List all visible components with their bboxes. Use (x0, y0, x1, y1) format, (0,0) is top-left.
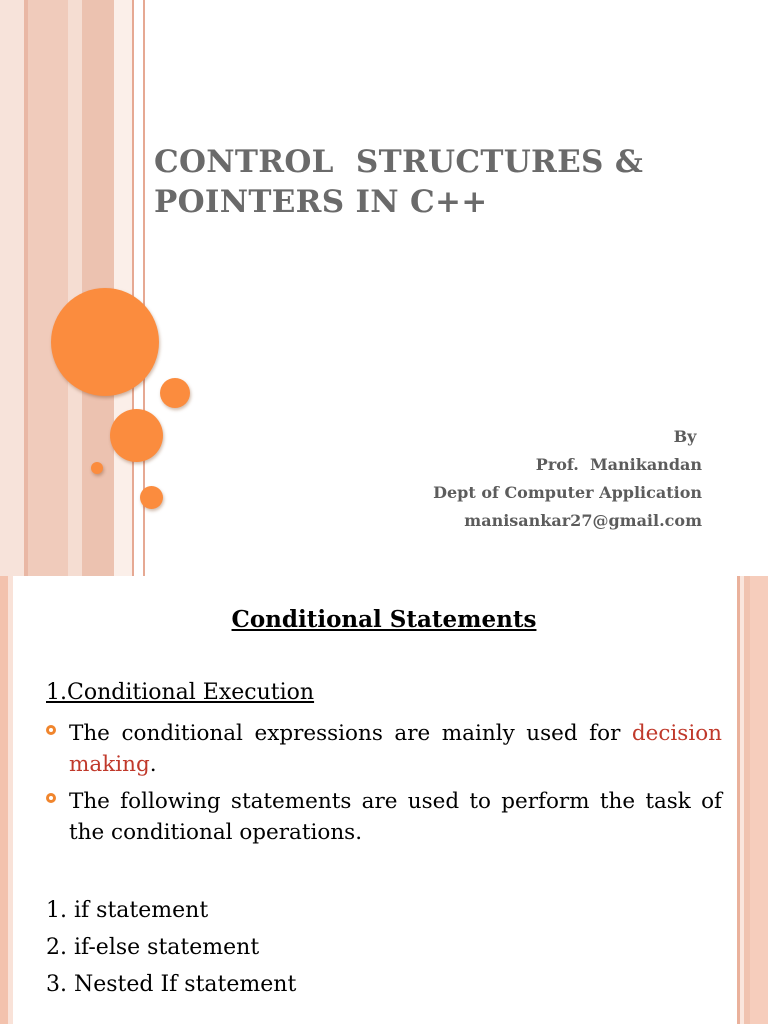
bullet-circle-icon (46, 725, 56, 735)
decor-stripe (0, 576, 8, 1024)
decor-circle-large (51, 288, 159, 396)
decor-circle (160, 378, 190, 408)
byline-by: By (673, 427, 702, 446)
list-item: 1. if statement (46, 898, 209, 923)
author-name: Prof. Manikandan (535, 455, 702, 474)
decor-stripe (68, 0, 82, 576)
slide-title (154, 142, 734, 222)
list-item: 2. if-else statement (46, 935, 260, 960)
section-subheading: 1.Conditional Execution (46, 680, 315, 705)
highlight-text: decision making (69, 721, 722, 777)
author-byline (433, 423, 702, 535)
title-line: CONTROL STRUCTURES & (154, 144, 644, 180)
decor-stripe (0, 0, 24, 576)
slide-heading: Conditional Statements (231, 606, 537, 633)
title-line: POINTERS IN C++ (154, 184, 488, 220)
decor-stripe (132, 0, 134, 576)
bullet-text: The following statements are used to perform the task of the conditional operations. (69, 789, 722, 845)
bullet-item (46, 786, 722, 848)
bullet-text-part: The conditional expressions are mainly used for (69, 721, 632, 746)
bullet-text (69, 718, 722, 780)
author-department: Dept of Computer Application (433, 483, 702, 502)
decor-stripe (750, 576, 768, 1024)
decor-circle-small (140, 486, 163, 509)
list-item: 3. Nested If statement (46, 972, 297, 997)
decor-stripe (28, 0, 68, 576)
statement-list (46, 892, 296, 1003)
bullet-text-part: . (149, 752, 157, 777)
decor-stripe (114, 0, 132, 576)
decor-circle-tiny (91, 462, 103, 474)
author-email: manisankar27@gmail.com (464, 511, 702, 530)
decor-circle (110, 409, 163, 462)
content-slide (0, 576, 768, 1024)
bullet-circle-icon (46, 793, 56, 803)
bullet-item (46, 718, 722, 780)
decor-stripe (8, 576, 13, 1024)
